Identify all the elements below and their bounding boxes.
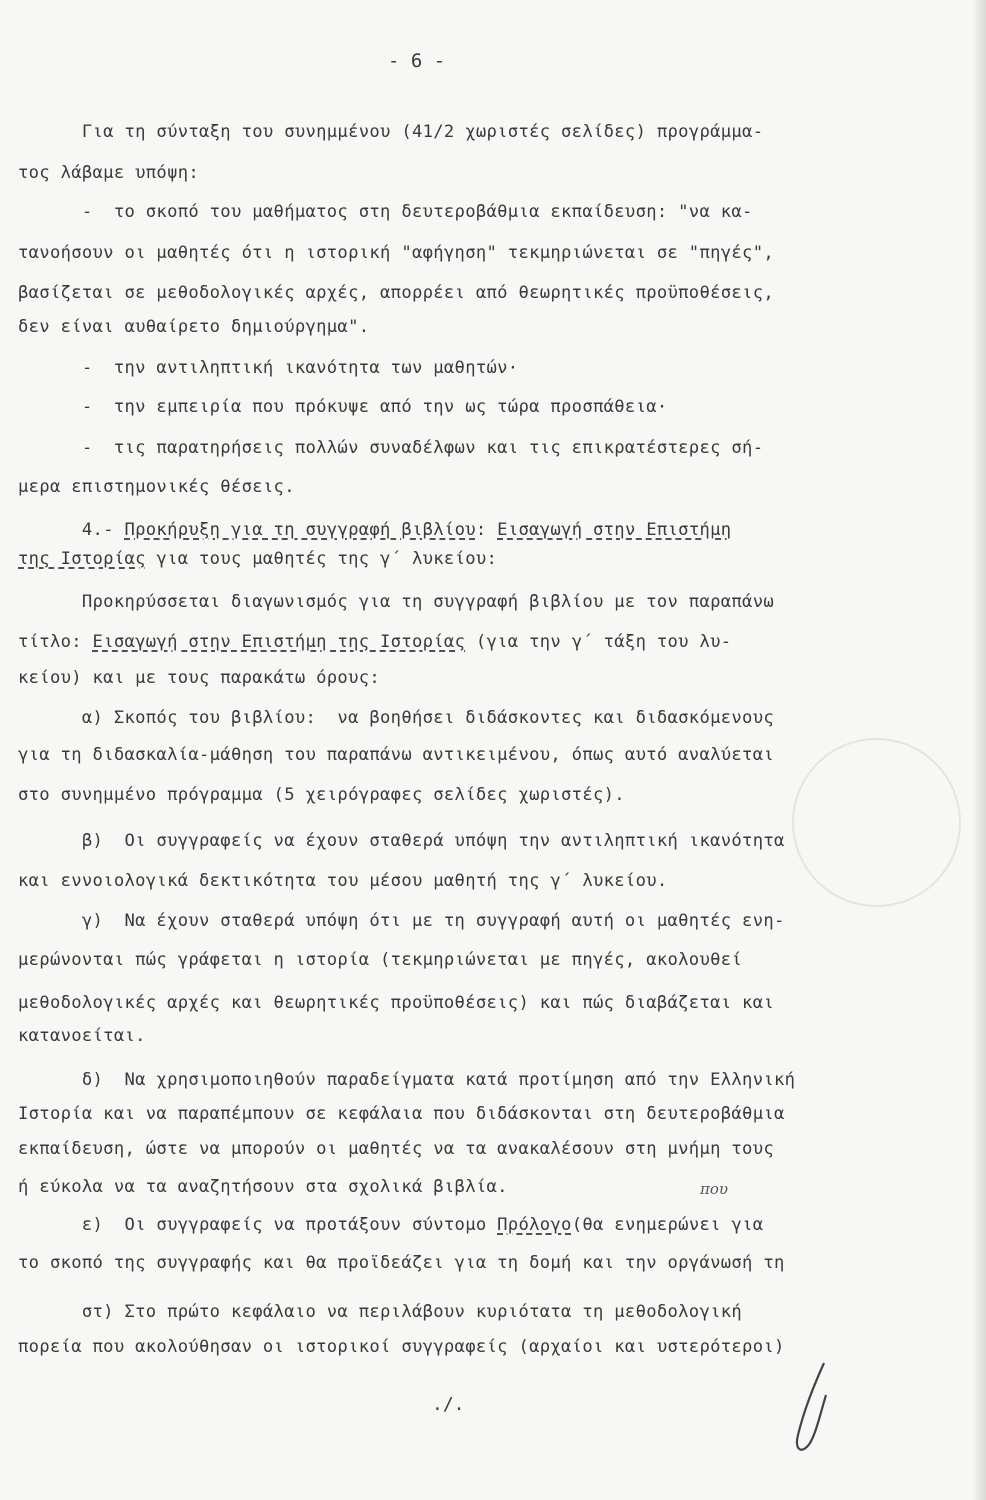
text-line [18,358,518,378]
text-line [18,317,369,337]
text-span: κατανοείται. [18,1026,146,1046]
text-line [18,1302,742,1322]
text-span: Για τη σύνταξη του συνημμένου (41/2 χωριστές σελίδες) προγράμμα- [18,122,764,142]
text-span: κείου) και με τους παρακάτω όρους: [18,668,381,688]
text-line [18,1215,763,1235]
text-line [18,549,497,569]
text-line [18,745,774,765]
text-line [18,708,774,728]
text-span: δ) Να χρησιμοποιηθούν παραδείγματα κατά προτίμηση από την Ελληνική [18,1070,796,1090]
text-span: Προκηρύσσεται διαγωνισμός για τη συγγραφή βιβλίου με τον παραπάνω [18,592,774,612]
text-span: μερα επιστημονικές θέσεις. [18,477,295,497]
text-line [18,397,668,417]
text-line [18,1337,785,1357]
signature-mark [784,1355,844,1465]
text-span: και εννοιολογικά δεκτικότητα του μέσου μαθητή της γ΄ λυκείου. [18,871,668,891]
underlined-title: Προκήρυξη για τη συγγραφή βιβλίου [124,520,476,540]
text-line [18,668,380,688]
text-line [18,1177,508,1197]
text-line [18,438,763,458]
text-span: τος λάβαμε υπόψη: [18,163,200,183]
text-line [18,1253,785,1273]
text-line [18,202,753,222]
underlined-title: της Ιστορίας [18,549,146,569]
text-span: στ) Στο πρώτο κεφάλαιο να περιλάβουν κυριότατα τη μεθοδολογική [18,1302,743,1322]
text-span: : [475,520,498,540]
text-line [18,993,774,1013]
text-line [18,477,295,497]
text-span: ή εύκολα να τα αναζητήσουν στα σχολικά βιβλία. [18,1177,508,1197]
text-span: - το σκοπό του μαθήματος στη δευτεροβάθμια εκπαίδευση: "να κα- [18,202,753,222]
text-line [18,1139,774,1159]
text-span: στο συνημμένο πρόγραμμα (5 χειρόγραφες σελίδες χωριστές). [18,785,625,805]
text-span: μεθοδολογικές αρχές και θεωρητικές προϋποθέσεις) και πώς διαβάζεται και [18,993,774,1013]
underlined-title: Πρόλογο [497,1215,572,1235]
underlined-title: Εισαγωγή στην Επιστήμη [497,520,732,540]
text-line [18,1104,785,1124]
text-line [18,950,742,970]
text-span: - την εμπειρία που πρόκυψε από την ως τώρα προσπάθεια· [18,397,668,417]
faded-stamp [792,738,961,907]
text-line [18,592,774,612]
text-span: α) Σκοπός του βιβλίου: να βοηθήσει διδάσκοντες και διδασκόμενους [18,708,774,728]
handwritten-note: που [700,1180,729,1198]
text-line [18,163,199,183]
text-span: εκπαίδευση, ώστε να μπορούν οι μαθητές να τα ανακαλέσουν στη μνήμη τους [18,1139,774,1159]
text-span: ε) Οι συγγραφείς να προτάξουν σύντομο [18,1215,498,1235]
text-span: για τη διδασκαλία-μάθηση του παραπάνω αντικειμένου, όπως αυτό αναλύεται [18,745,774,765]
text-span: τίτλο: [18,632,93,652]
text-line [18,1070,795,1090]
text-line [18,911,785,931]
text-span: β) Οι συγγραφείς να έχουν σταθερά υπόψη την αντιληπτική ικανότητα [18,831,785,851]
text-line [18,871,668,891]
text-span: το σκοπό της συγγραφής και θα προϊδεάζει για τη δομή και την οργάνωσή τη [18,1253,785,1273]
text-line [18,520,731,540]
text-span: - τις παρατηρήσεις πολλών συναδέλφων και τις επικρατέστερες σή- [18,438,764,458]
text-span: Ιστορία και να παραπέμπουν σε κεφάλαια που διδάσκονται στη δευτεροβάθμια [18,1104,785,1124]
text-line [18,632,731,652]
text-span: τανοήσουν οι μαθητές ότι η ιστορική "αφήγηση" τεκμηριώνεται σε "πηγές", [18,243,774,263]
text-line [18,785,625,805]
text-span: (για την γ΄ τάξη του λυ- [465,632,732,652]
text-span: 4.- [18,520,125,540]
text-line [18,243,774,263]
text-span: - την αντιληπτική ικανότητα των μαθητών· [18,358,519,378]
text-line [18,283,774,303]
text-span: βασίζεται σε μεθοδολογικές αρχές, απορρέει από θεωρητικές προϋποθέσεις, [18,283,774,303]
underlined-title: Εισαγωγή στην Επιστήμη της Ιστορίας [92,632,466,652]
text-span: γ) Να έχουν σταθερά υπόψη ότι με τη συγγραφή αυτή οι μαθητές ενη- [18,911,785,931]
page-number: - 6 - [388,50,446,72]
text-span: δεν είναι αυθαίρετο δημιούργημα". [18,317,370,337]
text-line [18,831,785,851]
scan-edge [972,0,986,1500]
text-span: πορεία που ακολούθησαν οι ιστορικοί συγγραφείς (αρχαίοι και υστερότεροι) [18,1337,785,1357]
text-line [18,122,763,142]
text-span: για τους μαθητές της γ΄ λυκείου: [145,549,498,569]
text-line [18,1026,146,1046]
text-span: μερώνονται πώς γράφεται η ιστορία (τεκμηριώνεται με πηγές, ακολουθεί [18,950,743,970]
continuation-mark: ./. [432,1394,465,1415]
text-span: (θα ενημερώνει για [571,1215,764,1235]
